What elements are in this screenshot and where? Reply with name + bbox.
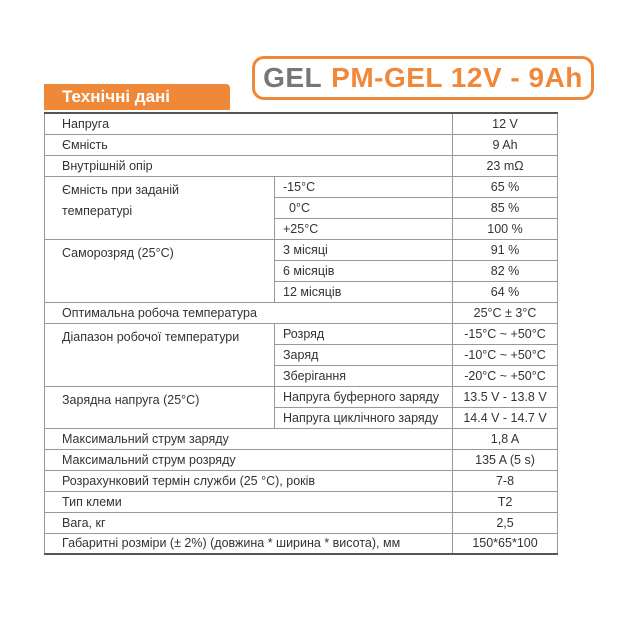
row-label: Максимальний струм заряду [45, 428, 453, 449]
row-label: Внутрішній опір [45, 155, 453, 176]
row-value: 1,8 A [453, 428, 558, 449]
row-condition: 6 місяців [275, 260, 453, 281]
row-value: 25°C ± 3°C [453, 302, 558, 323]
table-row [45, 533, 558, 554]
row-value: 7-8 [453, 470, 558, 491]
row-value: 65 % [453, 176, 558, 197]
row-condition: 3 місяці [275, 239, 453, 260]
row-value: 100 % [453, 218, 558, 239]
row-condition: Напруга буферного заряду [275, 386, 453, 407]
row-condition: +25°C [275, 218, 453, 239]
row-value: -15°C ~ +50°C [453, 323, 558, 344]
table-row [45, 512, 558, 533]
table-row [45, 428, 558, 449]
row-condition: Напруга циклічного заряду [275, 407, 453, 428]
table-row [45, 176, 558, 197]
table-row [45, 113, 558, 134]
row-label: Максимальний струм розряду [45, 449, 453, 470]
row-label: Оптимальна робоча температура [45, 302, 453, 323]
table-row [45, 386, 558, 407]
table-row [45, 239, 558, 260]
table-row [45, 155, 558, 176]
table-row [45, 302, 558, 323]
row-value: 2,5 [453, 512, 558, 533]
row-value: 64 % [453, 281, 558, 302]
row-label [45, 239, 275, 302]
row-value: 85 % [453, 197, 558, 218]
table-row [45, 323, 558, 344]
row-value: 12 V [453, 113, 558, 134]
label-line: Зарядна напруга (25°C) [62, 392, 200, 407]
row-condition: 0°C [275, 197, 453, 218]
label-line: Саморозряд (25°C) [62, 245, 174, 260]
row-value: -10°C ~ +50°C [453, 344, 558, 365]
row-condition: Розряд [275, 323, 453, 344]
section-tab: Технічні дані [44, 84, 230, 110]
label-line: Діапазон робочої температури [62, 329, 240, 344]
row-label: Габаритні розміри (± 2%) (довжина * ширина * висота), мм [45, 533, 453, 554]
row-value: 135 A (5 s) [453, 449, 558, 470]
row-value: T2 [453, 491, 558, 512]
row-condition: Заряд [275, 344, 453, 365]
row-label [45, 323, 275, 386]
row-value: 91 % [453, 239, 558, 260]
row-label: Напруга [45, 113, 453, 134]
label-line: температурі [62, 203, 133, 218]
row-label: Тип клеми [45, 491, 453, 512]
product-title [252, 56, 594, 100]
row-value: 82 % [453, 260, 558, 281]
row-value: -20°C ~ +50°C [453, 365, 558, 386]
table-row [45, 470, 558, 491]
table-row [45, 134, 558, 155]
row-value: 9 Ah [453, 134, 558, 155]
row-label: Вага, кг [45, 512, 453, 533]
row-label [45, 386, 275, 428]
row-condition: -15°C [275, 176, 453, 197]
title-model: PM-GEL 12V - 9Ah [331, 62, 583, 93]
row-value: 13.5 V - 13.8 V [453, 386, 558, 407]
row-condition: 12 місяців [275, 281, 453, 302]
row-label [45, 176, 275, 239]
row-label: Ємність [45, 134, 453, 155]
row-value: 150*65*100 [453, 533, 558, 554]
table-row [45, 491, 558, 512]
label-line: Ємність при заданій [62, 182, 179, 197]
row-condition: Зберігання [275, 365, 453, 386]
row-value: 23 mΩ [453, 155, 558, 176]
title-prefix: GEL [263, 62, 323, 93]
row-value: 14.4 V - 14.7 V [453, 407, 558, 428]
row-label: Розрахунковий термін служби (25 °C), років [45, 470, 453, 491]
table-row [45, 449, 558, 470]
specs-table [44, 112, 558, 555]
